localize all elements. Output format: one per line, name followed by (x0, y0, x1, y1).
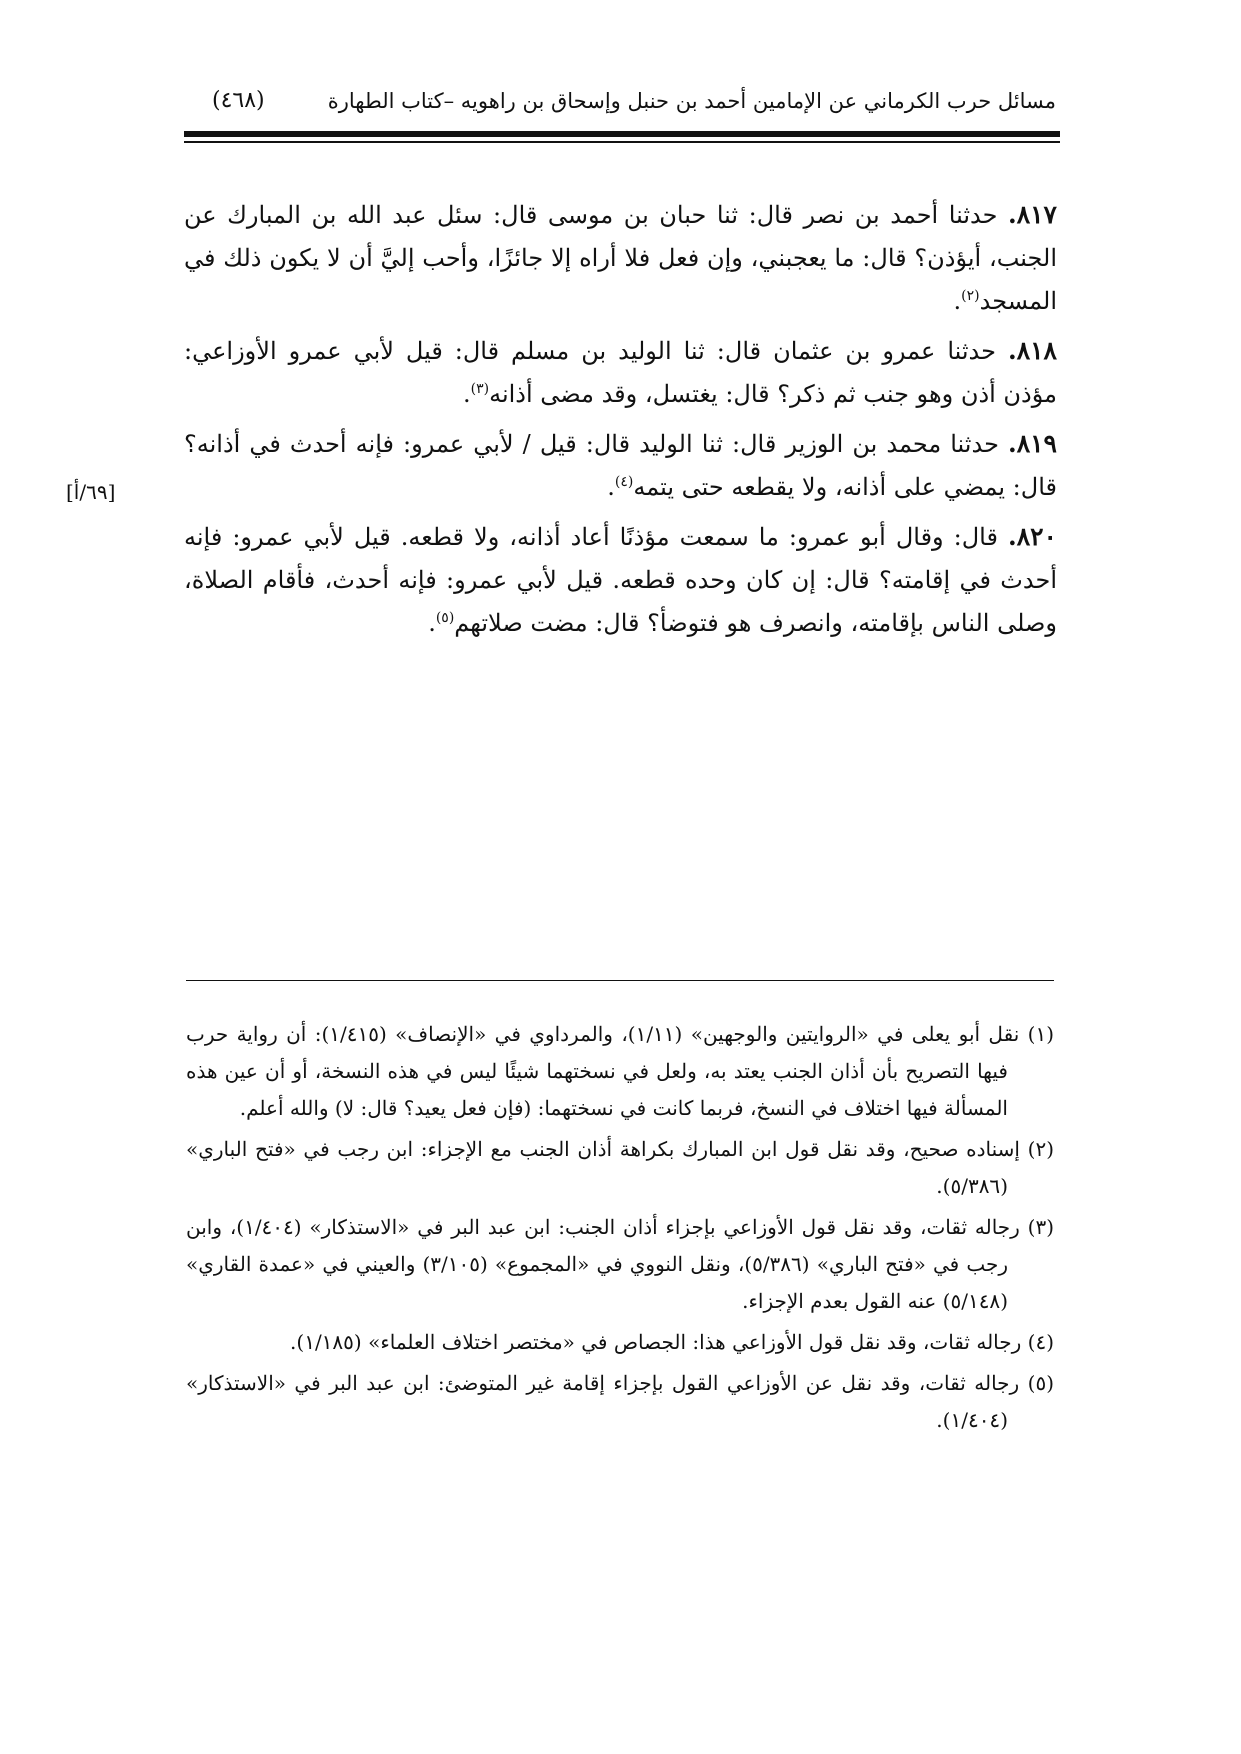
page-number: (٤٦٨) (212, 88, 265, 113)
entry-819 (184, 422, 1057, 509)
header-rule-thick (184, 131, 1060, 137)
entry-text: قال: وقال أبو عمرو: ما سمعت مؤذنًا أعاد أذانه، ولا قطعه. قيل لأبي عمرو: فإنه أحدث في إقامته؟ قال: إن كان وحده قطعه. قيل لأبي عمرو: فإنه أحدث، فأقام الصلاة، وصلى الناس بإقامته، وانصرف هو فتوضأ؟ قال: مضت صلاتهم (184, 523, 1057, 637)
footnote-ref: (٤) (614, 474, 634, 490)
footnote-separator (186, 980, 1054, 981)
manuscript-folio-marker: [٦٩/أ] (66, 480, 116, 504)
footnote-4: (٤) رجاله ثقات، وقد نقل قول الأوزاعي هذا: الجصاص في «مختصر اختلاف العلماء» (١/١٨٥). (290, 1330, 1054, 1354)
entries-list (184, 193, 1057, 651)
entry-end: . (462, 380, 471, 408)
footnote-5: (٥) رجاله ثقات، وقد نقل عن الأوزاعي القول بإجزاء إقامة غير المتوضئ: ابن عبد البر في «الاستذكار» (١/٤٠٤). (186, 1371, 1054, 1432)
entry-text: حدثنا محمد بن الوزير قال: ثنا الوليد قال: قيل / لأبي عمرو: فإنه أحدث في أذانه؟ قال: يمضي على أذانه، ولا يقطعه حتى يتمه (184, 430, 1057, 501)
entry-820 (184, 515, 1057, 645)
entry-number: ٨١٨. (1007, 336, 1057, 365)
footnote-ref: (٥) (435, 610, 455, 626)
footnote-ref: (٢) (961, 288, 980, 304)
entry-end: . (428, 609, 436, 637)
entry-number: ٨٢٠. (1007, 522, 1057, 551)
entry-end: . (953, 287, 962, 315)
footnote-2: (٢) إسناده صحيح، وقد نقل قول ابن المبارك بكراهة أذان الجنب مع الإجزاء: ابن رجب في «فتح الباري» (٥/٣٨٦). (186, 1137, 1054, 1198)
entry-818 (184, 329, 1057, 416)
page-header (190, 88, 1056, 113)
entry-number: ٨١٩. (1007, 429, 1057, 458)
entry-817 (184, 193, 1057, 323)
entry-end: . (607, 473, 615, 501)
running-title: مسائل حرب الكرماني عن الإمامين أحمد بن حنبل وإسحاق بن راهويه –كتاب الطهارة (327, 88, 1056, 113)
entry-text: حدثنا عمرو بن عثمان قال: ثنا الوليد بن مسلم قال: قيل لأبي عمرو الأوزاعي: مؤذن أذن وهو جنب ثم ذكر؟ قال: يغتسل، وقد مضى أذانه (184, 337, 1057, 408)
entry-number: ٨١٧. (1007, 200, 1057, 229)
footnote-1: (١) نقل أبو يعلى في «الروايتين والوجهين» (١/١١)، والمرداوي في «الإنصاف» (١/٤١٥): أن رواية حرب فيها التصريح بأن أذان الجنب يعتد به، ولعل في نسختهما شيئًا ليس في هذه النسخة، أو أن عين هذه المسألة فيها اختلاف في النسخ، فربما كانت في نسختهما: (فإن فعل يعيد؟ قال: لا) والله أعلم. (186, 1022, 1054, 1120)
footnote-ref: (٣) (470, 381, 490, 397)
footnote-3: (٣) رجاله ثقات، وقد نقل قول الأوزاعي بإجزاء أذان الجنب: ابن عبد البر في «الاستذكار» (١/٤٠٤)، وابن رجب في «فتح الباري» (٥/٣٨٦)، ونقل النووي في «المجموع» (٣/١٠٥) والعيني في «عمدة القاري» (٥/١٤٨) عنه القول بعدم الإجزاء. (186, 1215, 1054, 1313)
entry-text: حدثنا أحمد بن نصر قال: ثنا حبان بن موسى قال: سئل عبد الله بن المبارك عن الجنب، أيؤذن؟ قال: ما يعجبني، وإن فعل فلا أراه إلا جائزًا، وأحب إليَّ أن لا يكون ذلك في المسجد (184, 201, 1057, 315)
footnotes (186, 1016, 1054, 1443)
header-rule-thin (184, 141, 1060, 143)
